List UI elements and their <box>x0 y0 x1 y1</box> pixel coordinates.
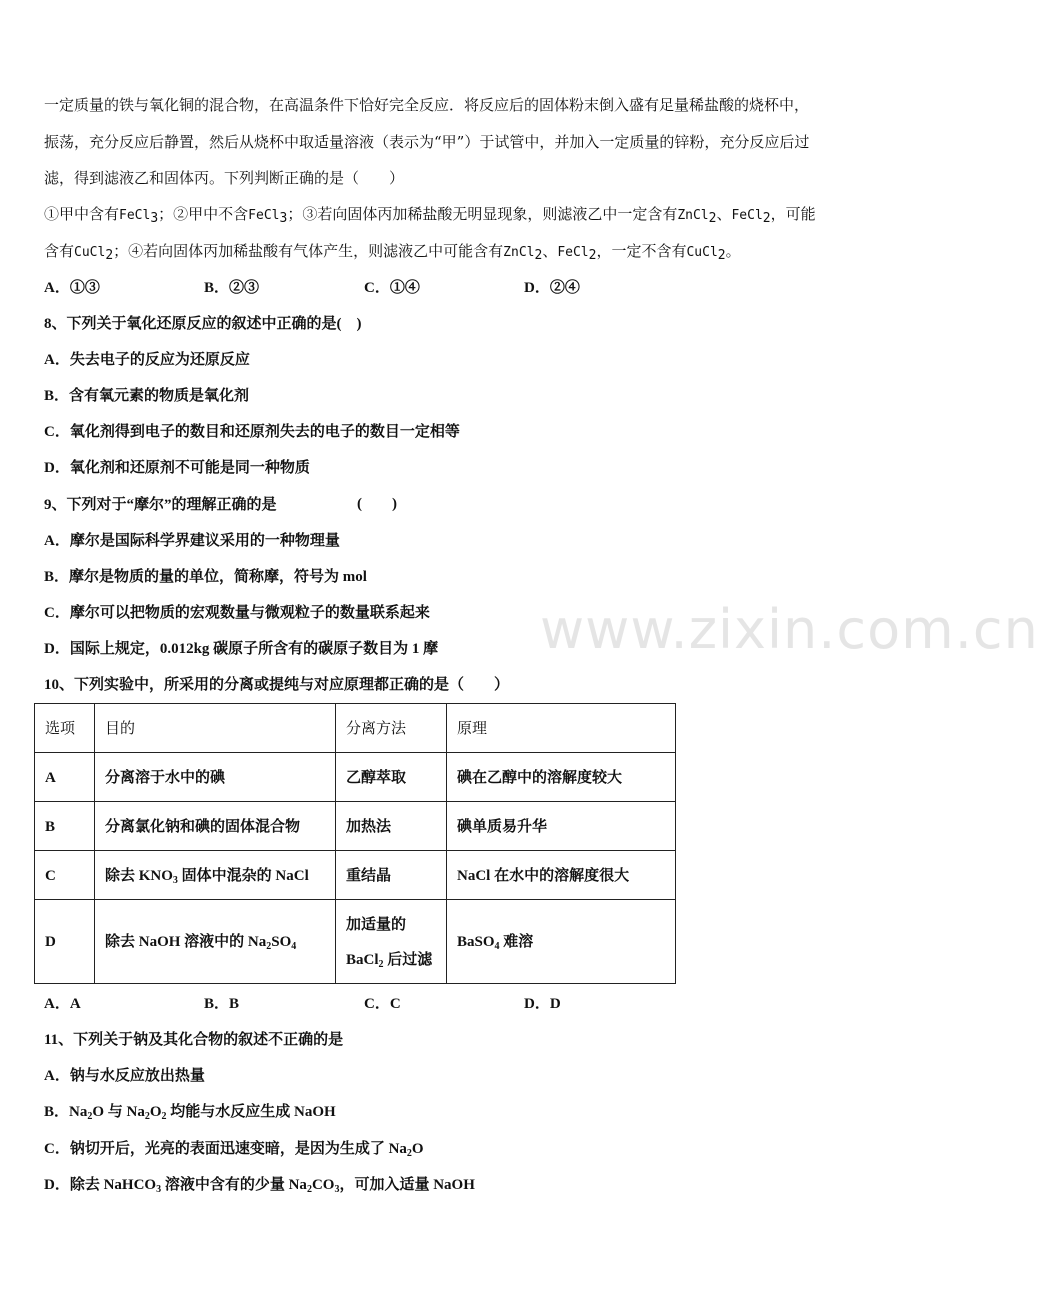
q11-option-b[interactable]: B．$Na_2O$ 与 $Na_2O_2$ 均能与水反应生成 NaOH <box>44 1104 336 1122</box>
table-header-row <box>35 704 676 753</box>
q9-option-d[interactable]: D．国际上规定，0.012kg 碳原子所含有的碳原子数目为 1 摩 <box>44 641 439 657</box>
table-cell: A <box>35 753 95 802</box>
q8-option-a[interactable]: A．失去电子的反应为还原反应 <box>44 352 250 368</box>
table-cell: 除去 $KNO_3$ 固体中混杂的 NaCl <box>95 851 336 900</box>
q11-option-c[interactable]: C．钠切开后，光亮的表面迅速变暗，是因为生成了 $Na_2O$ <box>44 1141 424 1159</box>
table-cell: NaCl 在水中的溶解度很大 <box>447 851 676 900</box>
table-cell: 分离氯化钠和碘的固体混合物 <box>95 802 336 851</box>
q7-option-a[interactable]: A．①③ <box>44 280 100 296</box>
q10-option-a[interactable]: A．A <box>44 996 81 1012</box>
table-cell: C <box>35 851 95 900</box>
table-cell: B <box>35 802 95 851</box>
table-cell: 重结晶 <box>336 851 447 900</box>
q10-option-b[interactable]: B．B <box>204 996 240 1012</box>
table-cell: D <box>35 900 95 984</box>
q10-stem: 10、下列实验中，所采用的分离或提纯与对应原理都正确的是（ ） <box>44 677 510 693</box>
q8-stem: 8、下列关于氧化还原反应的叙述中正确的是( ) <box>44 316 362 332</box>
table-row <box>35 753 676 802</box>
q10-option-c[interactable]: C．C <box>364 996 401 1012</box>
table-cell: 加热法 <box>336 802 447 851</box>
q11-stem: 11、下列关于钠及其化合物的叙述不正确的是 <box>44 1032 344 1048</box>
q9-option-c[interactable]: C．摩尔可以把物质的宏观数量与微观粒子的数量联系起来 <box>44 605 430 621</box>
q9-option-b[interactable]: B．摩尔是物质的量的单位，简称摩，符号为 mol <box>44 569 367 585</box>
q11-option-a[interactable]: A．钠与水反应放出热量 <box>44 1068 205 1084</box>
table-row <box>35 802 676 851</box>
table-cell: 除去 NaOH 溶液中的 $Na_2SO_4$ <box>95 900 336 984</box>
q11-option-d[interactable]: D．除去 NaHCO$_3$ 溶液中含有的少量 $Na_2CO_3$，可加入适量 NaOH <box>44 1177 475 1195</box>
table-header-cell: 原理 <box>447 704 676 753</box>
q7-option-d[interactable]: D．②④ <box>524 280 580 296</box>
q7-statements-line-2: 含有CuCl$_2$；④若向固体丙加稀盐酸有气体产生，则滤液乙中可能含有ZnCl$_2$、FeCl$_2$，一定不含有CuCl$_2$。 <box>44 242 741 263</box>
watermark: www.zixin.com.cn <box>540 598 1039 661</box>
q9-stem: 9、下列对于“摩尔”的理解正确的是 ( ) <box>44 492 876 516</box>
table-cell: 分离溶于水中的碘 <box>95 753 336 802</box>
q7-stem-line-3: 滤，得到滤液乙和固体丙。下列判断正确的是（ ） <box>44 169 405 187</box>
q7-stem-line-1: 一定质量的铁与氧化铜的混合物，在高温条件下恰好完全反应．将反应后的固体粉末倒入盛有足量稀盐酸的烧杯中， <box>44 96 810 114</box>
q10-option-d[interactable]: D．D <box>524 996 561 1012</box>
q10-table <box>34 703 676 984</box>
table-cell: 加适量的 BaCl$_2$ 后过滤 <box>336 900 447 984</box>
table-cell: BaSO$_4$ 难溶 <box>447 900 676 984</box>
q8-option-d[interactable]: D．氧化剂和还原剂不可能是同一种物质 <box>44 460 310 476</box>
q8-option-b[interactable]: B．含有氧元素的物质是氧化剂 <box>44 388 250 404</box>
table-header-cell: 目的 <box>95 704 336 753</box>
table-cell: 碘单质易升华 <box>447 802 676 851</box>
table-header-cell: 选项 <box>35 704 95 753</box>
q7-option-b[interactable]: B．②③ <box>204 280 260 296</box>
q7-option-c[interactable]: C．①④ <box>364 280 420 296</box>
table-cell: 乙醇萃取 <box>336 753 447 802</box>
q7-statements-line-1: ①甲中含有FeCl$_3$；②甲中不含FeCl$_3$；③若向固体丙加稀盐酸无明显现象，则滤液乙中一定含有ZnCl$_2$、FeCl$_2$，可能 <box>44 205 816 226</box>
q9-answer-paren: ( ) <box>357 496 397 512</box>
q10-options <box>44 991 744 1015</box>
q7-stem-line-2: 振荡，充分反应后静置，然后从烧杯中取适量溶液（表示为“甲”）于试管中，并加入一定质量的锌粉，充分反应后过 <box>44 133 810 151</box>
q9-option-a[interactable]: A．摩尔是国际科学界建议采用的一种物理量 <box>44 533 340 549</box>
table-cell: 碘在乙醇中的溶解度较大 <box>447 753 676 802</box>
table-row <box>35 851 676 900</box>
table-row <box>35 900 676 984</box>
q8-option-c[interactable]: C．氧化剂得到电子的数目和还原剂失去的电子的数目一定相等 <box>44 424 460 440</box>
q7-options <box>44 275 744 299</box>
table-header-cell: 分离方法 <box>336 704 447 753</box>
